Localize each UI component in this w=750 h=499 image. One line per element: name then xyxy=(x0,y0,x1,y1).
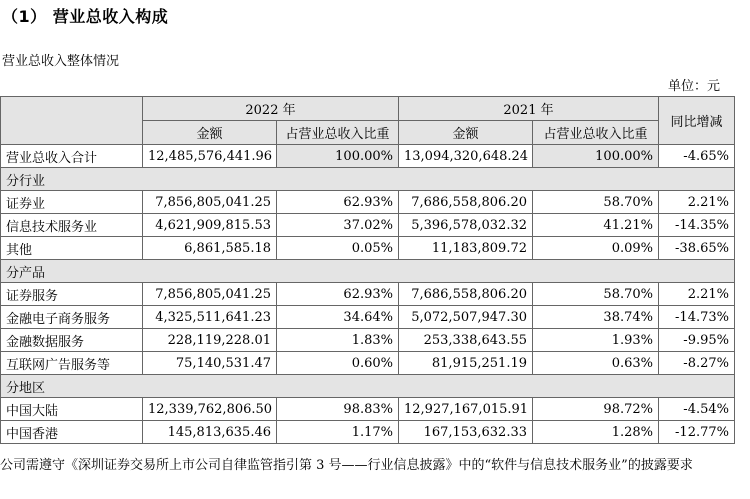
header-blank-cell xyxy=(1,97,143,145)
table-row xyxy=(1,237,735,260)
table-row xyxy=(1,214,735,237)
header-ratio-2022: 占营业总收入比重 xyxy=(277,121,399,145)
revenue-table xyxy=(0,96,735,444)
yoy-cell: -12.77% xyxy=(659,421,735,444)
amount-2021-cell: 253,338,643.55 xyxy=(399,329,533,352)
ratio-2021-cell: 1.28% xyxy=(533,421,659,444)
yoy-cell: 2.21% xyxy=(659,283,735,306)
ratio-2022-cell: 62.93% xyxy=(277,191,399,214)
ratio-2022-cell: 1.83% xyxy=(277,329,399,352)
yoy-cell: -38.65% xyxy=(659,237,735,260)
amount-2022-cell: 7,856,805,041.25 xyxy=(143,283,277,306)
yoy-cell: -14.35% xyxy=(659,214,735,237)
table-row xyxy=(1,329,735,352)
amount-2021-cell: 13,094,320,648.24 xyxy=(399,145,533,168)
table-row xyxy=(1,352,735,375)
amount-2022-cell: 6,861,585.18 xyxy=(143,237,277,260)
row-label: 金融数据服务 xyxy=(1,329,143,352)
amount-2021-cell: 5,396,578,032.32 xyxy=(399,214,533,237)
ratio-2022-cell: 34.64% xyxy=(277,306,399,329)
yoy-cell: -4.54% xyxy=(659,398,735,421)
row-label: 信息技术服务业 xyxy=(1,214,143,237)
amount-2022-cell: 7,856,805,041.25 xyxy=(143,191,277,214)
row-label: 证券业 xyxy=(1,191,143,214)
table-subtitle: 营业总收入整体情况 xyxy=(2,54,120,69)
header-yoy: 同比增减 xyxy=(659,97,735,145)
table-row xyxy=(1,421,735,444)
ratio-2022-cell: 0.05% xyxy=(277,237,399,260)
table-row xyxy=(1,306,735,329)
yoy-cell: -4.65% xyxy=(659,145,735,168)
header-year-2022: 2022 年 xyxy=(143,97,399,121)
yoy-cell: -8.27% xyxy=(659,352,735,375)
ratio-2021-cell: 1.93% xyxy=(533,329,659,352)
amount-2022-cell: 12,339,762,806.50 xyxy=(143,398,277,421)
ratio-2021-cell: 100.00% xyxy=(533,145,659,168)
header-ratio-2021: 占营业总收入比重 xyxy=(533,121,659,145)
section-header-row xyxy=(1,375,735,398)
yoy-cell: 2.21% xyxy=(659,191,735,214)
ratio-2022-cell: 0.60% xyxy=(277,352,399,375)
amount-2021-cell: 167,153,632.33 xyxy=(399,421,533,444)
ratio-2021-cell: 98.72% xyxy=(533,398,659,421)
section-title: （1） 营业总收入构成 xyxy=(2,7,169,26)
section-header-row xyxy=(1,168,735,191)
amount-2022-cell: 4,621,909,815.53 xyxy=(143,214,277,237)
ratio-2021-cell: 0.63% xyxy=(533,352,659,375)
ratio-2022-cell: 62.93% xyxy=(277,283,399,306)
yoy-cell: -14.73% xyxy=(659,306,735,329)
row-label: 互联网广告服务等 xyxy=(1,352,143,375)
amount-2021-cell: 7,686,558,806.20 xyxy=(399,283,533,306)
ratio-2022-cell: 98.83% xyxy=(277,398,399,421)
amount-2021-cell: 11,183,809.72 xyxy=(399,237,533,260)
ratio-2022-cell: 37.02% xyxy=(277,214,399,237)
row-label: 营业总收入合计 xyxy=(1,145,143,168)
section-title-industry: 分行业 xyxy=(1,168,735,191)
amount-2022-cell: 228,119,228.01 xyxy=(143,329,277,352)
section-title-region: 分地区 xyxy=(1,375,735,398)
yoy-cell: -9.95% xyxy=(659,329,735,352)
amount-2022-cell: 4,325,511,641.23 xyxy=(143,306,277,329)
ratio-2021-cell: 0.09% xyxy=(533,237,659,260)
ratio-2021-cell: 41.21% xyxy=(533,214,659,237)
row-label: 中国大陆 xyxy=(1,398,143,421)
total-row xyxy=(1,145,735,168)
ratio-2021-cell: 58.70% xyxy=(533,191,659,214)
row-label: 金融电子商务服务 xyxy=(1,306,143,329)
table-row xyxy=(1,398,735,421)
amount-2021-cell: 12,927,167,015.91 xyxy=(399,398,533,421)
header-year-2021: 2021 年 xyxy=(399,97,659,121)
disclosure-footnote: 公司需遵守《深圳证券交易所上市公司自律监管指引第 3 号——行业信息披露》中的“软件与信息技术服务业”的披露要求 xyxy=(0,458,693,473)
header-amount-2021: 金额 xyxy=(399,121,533,145)
row-label: 中国香港 xyxy=(1,421,143,444)
amount-2021-cell: 5,072,507,947.30 xyxy=(399,306,533,329)
ratio-2022-cell: 100.00% xyxy=(277,145,399,168)
amount-2022-cell: 75,140,531.47 xyxy=(143,352,277,375)
section-header-row xyxy=(1,260,735,283)
table-row xyxy=(1,191,735,214)
amount-2022-cell: 12,485,576,441.96 xyxy=(143,145,277,168)
table-row xyxy=(1,283,735,306)
amount-2021-cell: 81,915,251.19 xyxy=(399,352,533,375)
row-label: 证券服务 xyxy=(1,283,143,306)
row-label: 其他 xyxy=(1,237,143,260)
amount-2021-cell: 7,686,558,806.20 xyxy=(399,191,533,214)
ratio-2021-cell: 58.70% xyxy=(533,283,659,306)
ratio-2021-cell: 38.74% xyxy=(533,306,659,329)
ratio-2022-cell: 1.17% xyxy=(277,421,399,444)
section-title-product: 分产品 xyxy=(1,260,735,283)
unit-label: 单位：元 xyxy=(667,79,720,94)
amount-2022-cell: 145,813,635.46 xyxy=(143,421,277,444)
header-amount-2022: 金额 xyxy=(143,121,277,145)
